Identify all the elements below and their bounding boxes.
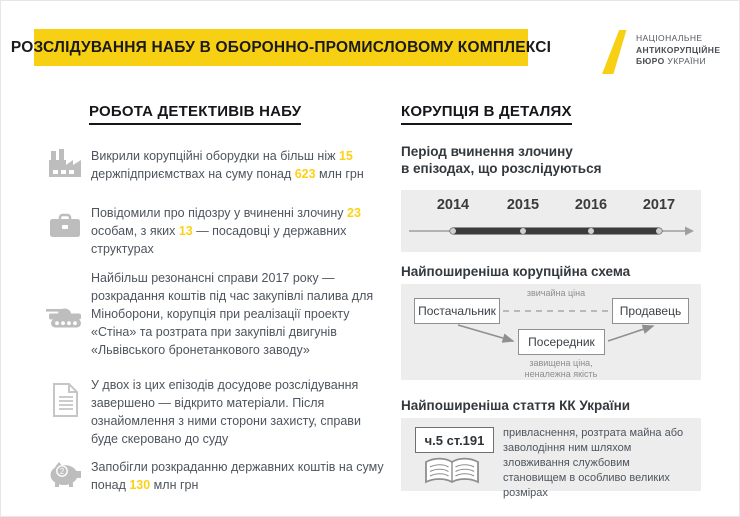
highlight-number: 130 bbox=[129, 478, 151, 492]
stat-notorious-cases bbox=[91, 269, 384, 359]
text-segment: — посадовці у державних структурах bbox=[91, 224, 347, 256]
piggy-bank-icon bbox=[45, 459, 85, 487]
supplier-box: Постачальник bbox=[414, 298, 500, 324]
stat-prevented-theft bbox=[91, 458, 384, 494]
scheme-title: Найпоширеніша корупційна схема bbox=[401, 264, 631, 279]
left-column-heading: РОБОТА ДЕТЕКТИВІВ НАБУ bbox=[89, 103, 301, 125]
highlight-number: 623 bbox=[294, 167, 316, 181]
timeline-title-line1: Період вчинення злочину bbox=[401, 144, 573, 159]
text-segment: У двох із цих епізодів досудове розслідування завершено — відкрито матеріали. Після ознайомлення з ними сторони захисту, справи буде скеровано до суду bbox=[91, 378, 361, 446]
inflated-price-line2: неналежна якість bbox=[524, 369, 598, 379]
article-panel bbox=[401, 418, 701, 499]
text-segment: млн грн bbox=[315, 167, 364, 181]
page-title: РОЗСЛІДУВАННЯ НАБУ В ОБОРОННО-ПРОМИСЛОВОМУ КОМПЛЕКСІ bbox=[10, 38, 552, 56]
nabu-logo-text bbox=[636, 30, 720, 74]
logo-line1: НАЦІОНАЛЬНЕ bbox=[636, 33, 703, 43]
text-segment: особам, з яких bbox=[91, 224, 179, 238]
logo-line3-light: УКРАЇНИ bbox=[664, 56, 706, 66]
article-title: Найпоширеніша стаття КК України bbox=[401, 398, 631, 413]
normal-price-label: звичайна ціна bbox=[526, 288, 586, 298]
factory-icon bbox=[45, 148, 85, 178]
highlight-number: 13 bbox=[178, 224, 193, 238]
tank-icon bbox=[45, 303, 85, 329]
text-segment: Найбільш резонансні справи 2017 року — розкрадання коштів під час закупівлі палива для Міноборони, корупція при реалізації проекту «Стіна» та розтрата при закупівлі двигунів «Львівського бронетанкового заводу» bbox=[91, 271, 374, 357]
highlight-number: 23 bbox=[347, 206, 361, 220]
nabu-logo-mark-icon bbox=[602, 30, 628, 74]
svg-text:2: 2 bbox=[59, 467, 65, 476]
right-column-heading: КОРУПЦІЯ В ДЕТАЛЯХ bbox=[401, 103, 572, 125]
briefcase-icon bbox=[45, 212, 85, 238]
inflated-price-line1: завищена ціна, bbox=[529, 358, 593, 368]
text-segment: Запобігли розкраданню державних коштів на суму понад bbox=[91, 460, 384, 492]
logo-line3 bbox=[636, 56, 720, 68]
article-description: привласнення, розтрата майна або заволодіння ним шляхом зловживання службовим становищем в особливо великих розмірах bbox=[503, 427, 684, 499]
timeline-year-2015: 2015 bbox=[506, 197, 540, 213]
highlight-number: 15 bbox=[338, 149, 353, 163]
timeline-title bbox=[401, 143, 601, 177]
stat-exposed-schemes bbox=[91, 147, 384, 183]
middleman-box: Посередник bbox=[518, 329, 605, 355]
timeline-year-2014: 2014 bbox=[436, 197, 470, 213]
inflated-price-label bbox=[496, 358, 626, 380]
text-segment: Повідомили про підозру у вчиненні злочину bbox=[91, 206, 348, 220]
logo-line2: АНТИКОРУПЦІЙНЕ bbox=[636, 44, 721, 55]
timeline-axis bbox=[401, 217, 701, 245]
text-segment: держпідприємствах на суму понад bbox=[91, 167, 295, 181]
stat-pretrial-finished bbox=[91, 376, 384, 448]
stat-suspects bbox=[91, 204, 384, 258]
document-icon bbox=[45, 382, 85, 418]
timeline-year-2016: 2016 bbox=[574, 197, 608, 213]
text-segment: млн грн bbox=[150, 478, 199, 492]
scheme-panel bbox=[401, 284, 701, 380]
timeline-panel bbox=[401, 190, 701, 252]
logo-line3-bold: БЮРО bbox=[636, 56, 665, 66]
timeline-year-2017: 2017 bbox=[642, 197, 676, 213]
seller-box: Продавець bbox=[612, 298, 689, 324]
timeline-title-line2: в епізодах, що розслідуються bbox=[401, 161, 602, 176]
header-bar bbox=[10, 29, 552, 66]
article-code-box: ч.5 ст.191 bbox=[415, 427, 494, 453]
nabu-logo bbox=[602, 30, 720, 74]
text-segment: Викрили корупційні оборудки на більш ніж bbox=[91, 149, 339, 163]
book-icon bbox=[423, 456, 481, 488]
